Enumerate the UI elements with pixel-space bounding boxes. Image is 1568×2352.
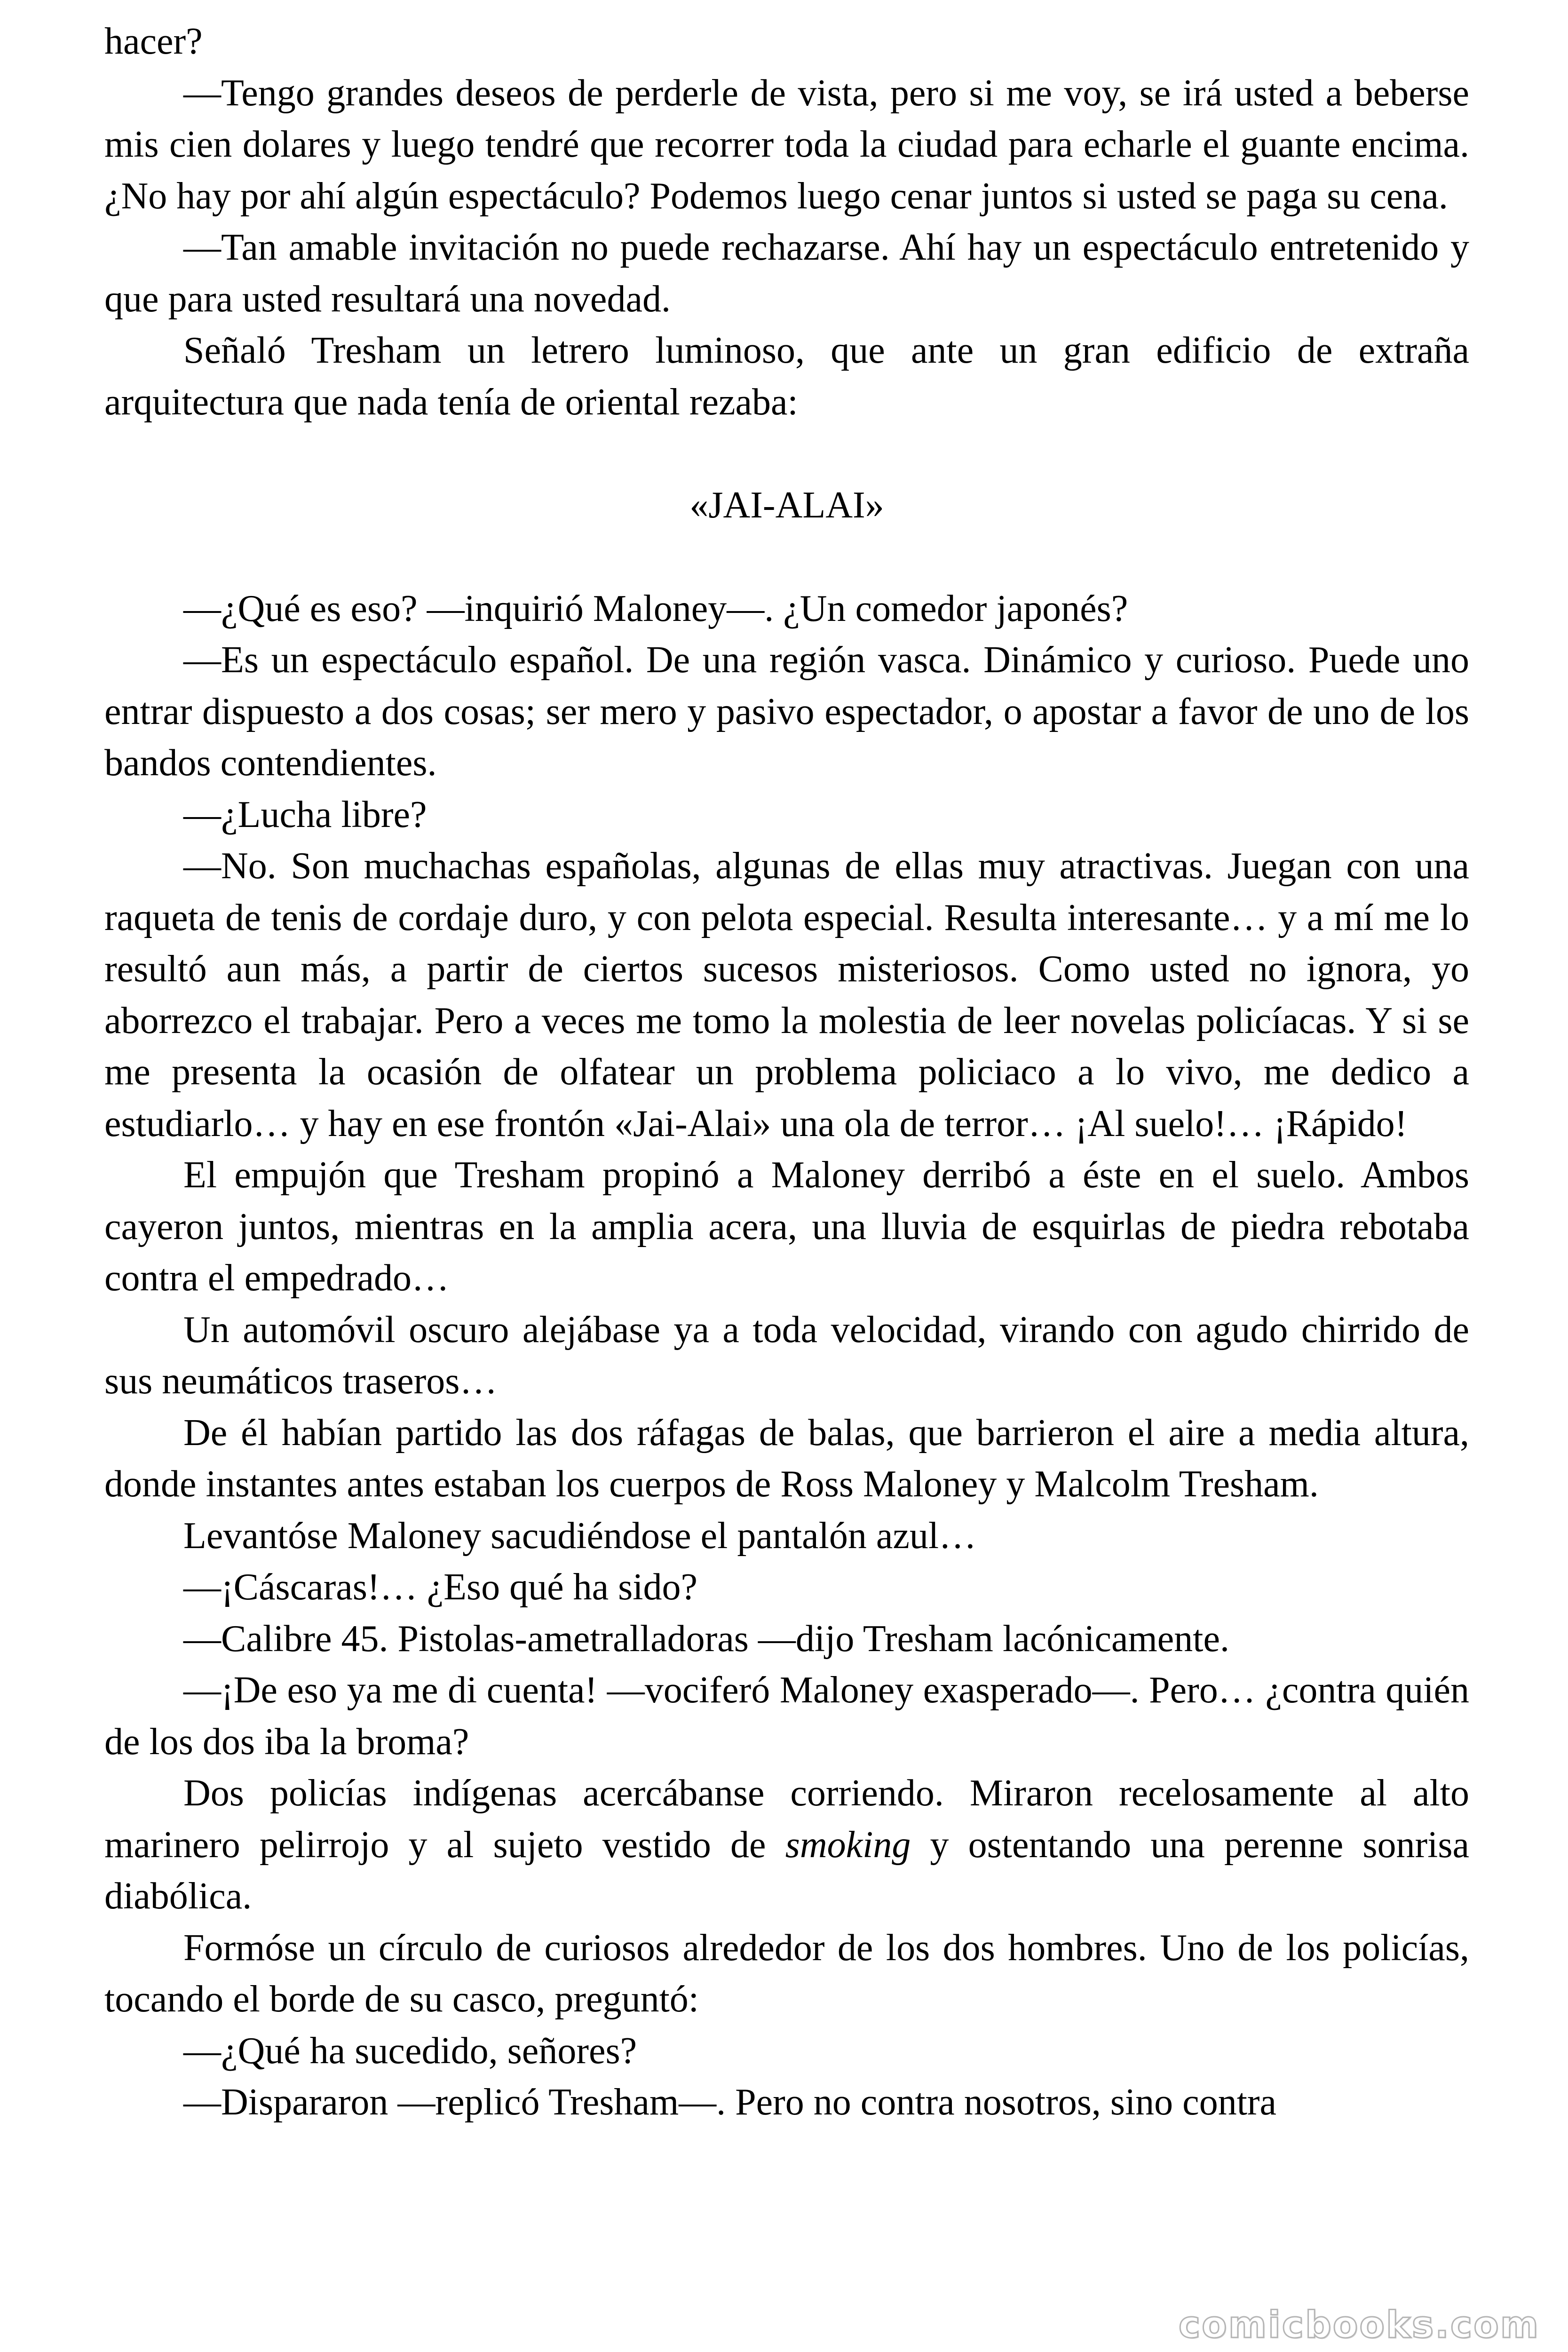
watermark-logo: comicbooks.com bbox=[1178, 2304, 1540, 2346]
paragraph-13: —¡Cáscaras!… ¿Eso qué ha sido? bbox=[183, 1566, 697, 1608]
italic-word: smoking bbox=[785, 1824, 911, 1866]
paragraph-11: De él habían partido las dos ráfagas de balas, que barrieron el aire a media altura, donde instantes antes estaban los cuerpos de Ross Maloney y Malcolm Tresham. bbox=[104, 1412, 1469, 1505]
paragraph-9: El empujón que Tresham propinó a Maloney derribó a éste en el suelo. Ambos cayeron juntos, mientras en la amplia acera, una lluvia de esquirlas de piedra rebotaba contra el empedrado… bbox=[104, 1154, 1469, 1299]
paragraph-17: Formóse un círculo de curiosos alrededor de los dos hombres. Uno de los policías, tocando el borde de su casco, preguntó: bbox=[104, 1927, 1469, 2020]
paragraph-16-start: Dos policías indígenas acercábanse corriendo. Miraron recelosamente al alto marinero pelirrojo y al sujeto vestido de bbox=[104, 1772, 1469, 1866]
paragraph-19: —Dispararon —replicó Tresham—. Pero no contra nosotros, sino contra bbox=[183, 2082, 1277, 2123]
paragraph-2: —Tengo grandes deseos de perderle de vista, pero si me voy, se irá usted a beberse mis cien dolares y luego tendré que recorrer toda la ciudad para echarle el guante encima. ¿No hay por ahí algún espectáculo? Podemos luego cenar juntos si usted se paga su cena. bbox=[104, 72, 1469, 217]
paragraph-12: Levantóse Maloney sacudiéndose el pantalón azul… bbox=[183, 1515, 977, 1557]
paragraph-5: —¿Qué es eso? —inquirió Maloney—. ¿Un comedor japonés? bbox=[183, 588, 1128, 629]
paragraph-3: —Tan amable invitación no puede rechazarse. Ahí hay un espectáculo entretenido y que para usted resultará una novedad. bbox=[104, 227, 1469, 320]
paragraph-18: —¿Qué ha sucedido, señores? bbox=[183, 2030, 637, 2072]
paragraph-14: —Calibre 45. Pistolas-ametralladoras —dijo Tresham lacónicamente. bbox=[183, 1618, 1229, 1660]
body-text bbox=[104, 16, 1469, 2129]
paragraph-7: —¿Lucha libre? bbox=[183, 794, 427, 835]
paragraph-1: hacer? bbox=[104, 21, 203, 62]
paragraph-16 bbox=[104, 1768, 1469, 1923]
paragraph-6: —Es un espectáculo español. De una región vasca. Dinámico y curioso. Puede uno entrar dispuesto a dos cosas; ser mero y pasivo espectador, o apostar a favor de uno de los bandos contendientes. bbox=[104, 639, 1469, 784]
paragraph-16-end: y ostentando una perenne sonrisa diabólica. bbox=[104, 1824, 1469, 1917]
paragraph-10: Un automóvil oscuro alejábase ya a toda velocidad, virando con agudo chirrido de sus neumáticos traseros… bbox=[104, 1309, 1469, 1402]
paragraph-4: Señaló Tresham un letrero luminoso, que ante un gran edificio de extraña arquitectura que nada tenía de oriental rezaba: bbox=[104, 330, 1469, 423]
paragraph-8: —No. Son muchachas españolas, algunas de ellas muy atractivas. Juegan con una raqueta de tenis de cordaje duro, y con pelota especial. Resulta interesante… y a mí me lo resultó aun más, a partir de ciertos sucesos misteriosos. Como usted no ignora, yo aborrezco el trabajar. Pero a veces me tomo la molestia de leer novelas policíacas. Y si se me presenta la ocasión de olfatear un problema policiaco a lo vivo, me dedico a estudiarlo… y hay en ese frontón «Jai-Alai» una ola de terror… ¡Al suelo!… ¡Rápido! bbox=[104, 845, 1469, 1144]
paragraph-15: —¡De eso ya me di cuenta! —vociferó Maloney exasperado—. Pero… ¿contra quién de los dos iba la broma? bbox=[104, 1669, 1469, 1763]
sign-heading: «JAI-ALAI» bbox=[689, 485, 884, 526]
